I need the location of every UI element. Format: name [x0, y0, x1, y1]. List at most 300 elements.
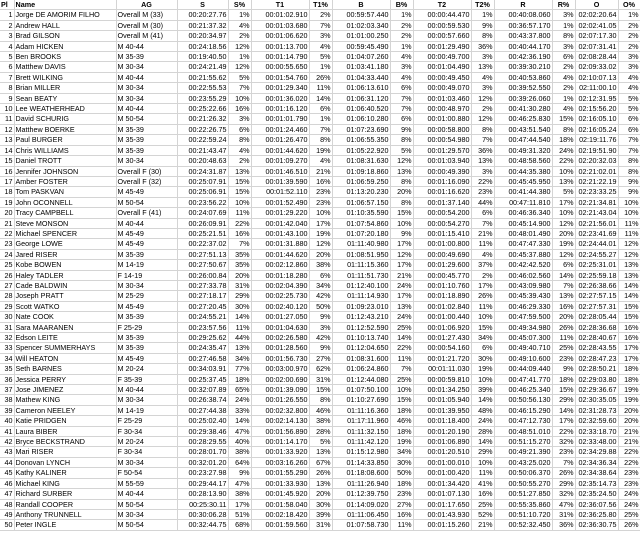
cell-t1-pct[interactable]: 12%	[309, 239, 332, 249]
cell-t1-pct[interactable]: 46%	[309, 405, 332, 415]
cell-t1-time[interactable]: 00:01:03.680	[251, 20, 309, 30]
cell-name[interactable]: Steve MONSON	[14, 218, 116, 228]
cell-name[interactable]: Nate COOK	[14, 312, 116, 322]
cell-swim-pct[interactable]: 24%	[228, 395, 251, 405]
cell-bike-time[interactable]: 00:59:57.440	[332, 10, 390, 20]
cell-t2-pct[interactable]: 21%	[471, 228, 494, 238]
cell-swim-pct[interactable]: 10%	[228, 93, 251, 103]
cell-name[interactable]: Joseph PRATT	[14, 291, 116, 301]
cell-bike-pct[interactable]: 30%	[390, 457, 413, 467]
cell-t1-pct[interactable]: 17%	[309, 218, 332, 228]
cell-run-time[interactable]: 00:49:21.390	[494, 447, 552, 457]
cell-t1-time[interactable]: 00:01:46.510	[251, 166, 309, 176]
cell-t2-pct[interactable]: 3%	[471, 166, 494, 176]
cell-t1-time[interactable]: 00:02:04.390	[251, 280, 309, 290]
cell-name[interactable]: Brian MILLER	[14, 83, 116, 93]
cell-t1-pct[interactable]: 9%	[309, 343, 332, 353]
cell-bike-pct[interactable]: 15%	[390, 208, 413, 218]
table-row[interactable]	[0, 72, 640, 82]
cell-overall-time[interactable]: 02:33:48.00	[575, 437, 618, 447]
cell-run-time[interactable]: 00:43:09.980	[494, 280, 552, 290]
cell-t2-time[interactable]: 00:01:00.880	[413, 114, 471, 124]
cell-swim-pct[interactable]: 11%	[228, 208, 251, 218]
table-row[interactable]	[0, 437, 640, 447]
cell-swim-time[interactable]: 00:32:01.20	[177, 457, 228, 467]
cell-overall-time[interactable]: 02:16:05.10	[575, 114, 618, 124]
cell-age-group[interactable]: M 50-54	[116, 197, 177, 207]
cell-name[interactable]: Jared RISER	[14, 249, 116, 259]
column-header-o-pct[interactable]: O%	[618, 0, 640, 10]
cell-t2-pct[interactable]: 19%	[471, 364, 494, 374]
cell-age-group[interactable]: M 30-34	[116, 93, 177, 103]
cell-run-time[interactable]: 00:52:32.450	[494, 520, 552, 530]
cell-run-time[interactable]: 00:55:35.860	[494, 499, 552, 509]
cell-overall-time[interactable]: 02:27:57.15	[575, 291, 618, 301]
cell-place[interactable]: 43	[0, 447, 14, 457]
cell-overall-time[interactable]: 02:21:02.01	[575, 166, 618, 176]
table-row[interactable]	[0, 353, 640, 363]
cell-swim-pct[interactable]: 5%	[228, 72, 251, 82]
cell-swim-pct[interactable]: 35%	[228, 249, 251, 259]
cell-bike-time[interactable]: 01:13:20.230	[332, 187, 390, 197]
cell-swim-pct[interactable]: 9%	[228, 468, 251, 478]
cell-run-time[interactable]: 00:46:36.340	[494, 208, 552, 218]
cell-t1-pct[interactable]: 38%	[309, 416, 332, 426]
cell-bike-time[interactable]: 01:07:50.100	[332, 385, 390, 395]
table-row[interactable]	[0, 457, 640, 467]
cell-t2-time[interactable]: 00:01:29.570	[413, 145, 471, 155]
cell-t2-pct[interactable]: 11%	[471, 239, 494, 249]
cell-overall-pct[interactable]: 11%	[618, 218, 640, 228]
cell-bike-time[interactable]: 01:14:09.020	[332, 499, 390, 509]
cell-swim-pct[interactable]: 1%	[228, 10, 251, 20]
cell-t1-time[interactable]: 00:01:43.100	[251, 228, 309, 238]
cell-place[interactable]: 49	[0, 509, 14, 519]
cell-bike-pct[interactable]: 7%	[390, 364, 413, 374]
cell-t1-time[interactable]: 00:02:32.800	[251, 405, 309, 415]
cell-bike-pct[interactable]: 9%	[390, 124, 413, 134]
cell-bike-time[interactable]: 01:09:18.860	[332, 166, 390, 176]
cell-overall-time[interactable]: 02:02:41.05	[575, 20, 618, 30]
cell-bike-time[interactable]: 01:07:54.860	[332, 218, 390, 228]
cell-overall-time[interactable]: 02:28:50.21	[575, 364, 618, 374]
cell-t1-pct[interactable]: 5%	[309, 52, 332, 62]
cell-swim-pct[interactable]: 51%	[228, 509, 251, 519]
cell-run-time[interactable]: 00:49:34.980	[494, 322, 552, 332]
cell-age-group[interactable]: M 35-39	[116, 312, 177, 322]
cell-name[interactable]: Edson LEITE	[14, 333, 116, 343]
cell-bike-pct[interactable]: 7%	[390, 93, 413, 103]
cell-t1-time[interactable]: 00:01:42.040	[251, 218, 309, 228]
cell-run-time[interactable]: 00:48:01.490	[494, 228, 552, 238]
cell-swim-pct[interactable]: 38%	[228, 489, 251, 499]
cell-swim-pct[interactable]: 6%	[228, 124, 251, 134]
cell-t2-time[interactable]: 00:01:02.840	[413, 301, 471, 311]
column-header-b-pct[interactable]: B%	[390, 0, 413, 10]
cell-run-pct[interactable]: 25%	[552, 343, 575, 353]
cell-age-group[interactable]: F 30-34	[116, 447, 177, 457]
cell-place[interactable]: 44	[0, 457, 14, 467]
cell-place[interactable]: 31	[0, 322, 14, 332]
cell-overall-time[interactable]: 02:07:31.41	[575, 41, 618, 51]
cell-run-pct[interactable]: 23%	[552, 353, 575, 363]
cell-bike-time[interactable]: 01:06:55.350	[332, 135, 390, 145]
cell-bike-pct[interactable]: 14%	[390, 333, 413, 343]
cell-t1-pct[interactable]: 19%	[309, 228, 332, 238]
cell-overall-time[interactable]: 02:28:43.55	[575, 343, 618, 353]
cell-place[interactable]: 6	[0, 62, 14, 72]
cell-name[interactable]: Paul BURGER	[14, 135, 116, 145]
cell-t1-time[interactable]: 00:01:27.050	[251, 312, 309, 322]
cell-name[interactable]: Chris WILLIAMS	[14, 145, 116, 155]
cell-age-group[interactable]: M 30-34	[116, 62, 177, 72]
cell-t1-pct[interactable]: 27%	[309, 353, 332, 363]
cell-overall-time[interactable]: 02:09:33.02	[575, 62, 618, 72]
cell-overall-pct[interactable]: 16%	[618, 333, 640, 343]
cell-swim-time[interactable]: 00:26:38.74	[177, 395, 228, 405]
cell-t1-time[interactable]: 00:01:44.620	[251, 249, 309, 259]
cell-run-time[interactable]: 00:46:25.340	[494, 385, 552, 395]
cell-overall-time[interactable]: 02:28:36.68	[575, 322, 618, 332]
cell-overall-time[interactable]: 02:36:25.80	[575, 509, 618, 519]
cell-t1-time[interactable]: 00:01:33.920	[251, 447, 309, 457]
column-header-o[interactable]: O	[575, 0, 618, 10]
cell-run-time[interactable]: 00:41:44.380	[494, 187, 552, 197]
cell-bike-pct[interactable]: 6%	[390, 114, 413, 124]
cell-run-time[interactable]: 00:46:02.560	[494, 270, 552, 280]
cell-run-time[interactable]: 00:47:44.540	[494, 135, 552, 145]
cell-overall-pct[interactable]: 23%	[618, 478, 640, 488]
cell-run-time[interactable]: 00:45:37.880	[494, 249, 552, 259]
cell-swim-pct[interactable]: 7%	[228, 239, 251, 249]
cell-swim-time[interactable]: 00:20:34.97	[177, 31, 228, 41]
cell-place[interactable]: 36	[0, 374, 14, 384]
cell-run-time[interactable]: 00:40:08.060	[494, 10, 552, 20]
cell-t1-time[interactable]: 00:01:28.560	[251, 343, 309, 353]
cell-name[interactable]: Andrew HALL	[14, 20, 116, 30]
cell-run-pct[interactable]: 24%	[552, 145, 575, 155]
cell-overall-pct[interactable]: 7%	[618, 135, 640, 145]
cell-t1-time[interactable]: 00:01:02.910	[251, 10, 309, 20]
cell-swim-pct[interactable]: 33%	[228, 405, 251, 415]
cell-t1-time[interactable]: 00:01:06.620	[251, 31, 309, 41]
cell-overall-time[interactable]: 02:26:38.66	[575, 280, 618, 290]
cell-t1-time[interactable]: 00:01:18.280	[251, 270, 309, 280]
cell-run-pct[interactable]: 4%	[552, 72, 575, 82]
cell-bike-pct[interactable]: 23%	[390, 489, 413, 499]
cell-name[interactable]: Tracy CAMPBELL	[14, 208, 116, 218]
cell-bike-time[interactable]: 01:12:43.210	[332, 312, 390, 322]
cell-age-group[interactable]: M 20-24	[116, 437, 177, 447]
cell-t2-pct[interactable]: 4%	[471, 72, 494, 82]
cell-t1-time[interactable]: 00:02:25.730	[251, 291, 309, 301]
cell-overall-pct[interactable]: 15%	[618, 312, 640, 322]
table-row[interactable]	[0, 509, 640, 519]
cell-t1-pct[interactable]: 11%	[309, 83, 332, 93]
cell-t2-pct[interactable]: 22%	[471, 176, 494, 186]
cell-t2-time[interactable]: 00:01:17.650	[413, 499, 471, 509]
cell-t1-time[interactable]: 00:02:12.860	[251, 260, 309, 270]
cell-t2-pct[interactable]: 36%	[471, 41, 494, 51]
cell-name[interactable]: Matthew DAVIS	[14, 62, 116, 72]
cell-run-time[interactable]: 00:39:52.550	[494, 83, 552, 93]
cell-t2-pct[interactable]: 10%	[471, 457, 494, 467]
table-row[interactable]	[0, 416, 640, 426]
cell-t1-time[interactable]: 00:01:24.460	[251, 124, 309, 134]
cell-age-group[interactable]: M 35-39	[116, 249, 177, 259]
cell-t2-time[interactable]: 00:01:07.130	[413, 489, 471, 499]
cell-overall-pct[interactable]: 25%	[618, 509, 640, 519]
cell-t1-pct[interactable]: 13%	[309, 478, 332, 488]
cell-t1-pct[interactable]: 19%	[309, 145, 332, 155]
cell-t1-time[interactable]: 00:01:33.930	[251, 478, 309, 488]
cell-run-pct[interactable]: 31%	[552, 509, 575, 519]
cell-name[interactable]: Kathy KALINER	[14, 468, 116, 478]
cell-place[interactable]: 35	[0, 364, 14, 374]
cell-bike-pct[interactable]: 11%	[390, 353, 413, 363]
cell-swim-time[interactable]: 00:21:55.62	[177, 72, 228, 82]
column-header-s[interactable]: S	[177, 0, 228, 10]
table-row[interactable]	[0, 260, 640, 270]
cell-t2-time[interactable]: 00:01:06.890	[413, 437, 471, 447]
cell-t1-time[interactable]: 00:01:31.880	[251, 239, 309, 249]
cell-run-pct[interactable]: 36%	[552, 520, 575, 530]
cell-t1-pct[interactable]: 21%	[309, 166, 332, 176]
table-row[interactable]	[0, 322, 640, 332]
cell-bike-pct[interactable]: 13%	[390, 301, 413, 311]
cell-age-group[interactable]: M 30-34	[116, 509, 177, 519]
cell-name[interactable]: Peter INGLE	[14, 520, 116, 530]
cell-t2-time[interactable]: 00:01:15.260	[413, 520, 471, 530]
cell-age-group[interactable]: M 30-34	[116, 457, 177, 467]
cell-t2-time[interactable]: 00:00:49.070	[413, 83, 471, 93]
cell-t1-pct[interactable]: 42%	[309, 333, 332, 343]
cell-overall-time[interactable]: 02:32:59.60	[575, 416, 618, 426]
cell-t2-time[interactable]: 00:01:21.720	[413, 353, 471, 363]
table-row[interactable]	[0, 228, 640, 238]
cell-bike-time[interactable]: 01:07:58.730	[332, 520, 390, 530]
cell-run-time[interactable]: 00:46:15.290	[494, 405, 552, 415]
cell-swim-time[interactable]: 00:27:46.58	[177, 353, 228, 363]
cell-t2-pct[interactable]: 16%	[471, 489, 494, 499]
cell-t2-time[interactable]: 00:01:04.490	[413, 62, 471, 72]
table-row[interactable]	[0, 405, 640, 415]
cell-swim-pct[interactable]: 12%	[228, 62, 251, 72]
cell-name[interactable]: Sean BEATY	[14, 93, 116, 103]
table-row[interactable]	[0, 20, 640, 30]
cell-swim-time[interactable]: 00:27:44.38	[177, 405, 228, 415]
cell-t2-time[interactable]: 00:01:39.950	[413, 405, 471, 415]
column-header-s-pct[interactable]: S%	[228, 0, 251, 10]
cell-place[interactable]: 8	[0, 83, 14, 93]
cell-overall-time[interactable]: 02:23:41.69	[575, 228, 618, 238]
cell-t2-pct[interactable]: 2%	[471, 104, 494, 114]
cell-bike-time[interactable]: 01:09:23.010	[332, 301, 390, 311]
cell-t2-time[interactable]: 00:00:57.660	[413, 31, 471, 41]
cell-overall-time[interactable]: 02:35:24.50	[575, 489, 618, 499]
cell-swim-time[interactable]: 00:21:37.32	[177, 20, 228, 30]
cell-place[interactable]: 20	[0, 208, 14, 218]
cell-t2-pct[interactable]: 10%	[471, 374, 494, 384]
cell-t1-pct[interactable]: 6%	[309, 270, 332, 280]
cell-swim-pct[interactable]: 40%	[228, 437, 251, 447]
cell-swim-time[interactable]: 00:24:21.49	[177, 62, 228, 72]
cell-run-pct[interactable]: 11%	[552, 333, 575, 343]
cell-swim-time[interactable]: 00:26:09.91	[177, 218, 228, 228]
cell-t2-pct[interactable]: 3%	[471, 83, 494, 93]
cell-name[interactable]: Sara MAARANEN	[14, 322, 116, 332]
cell-overall-pct[interactable]: 22%	[618, 447, 640, 457]
cell-run-pct[interactable]: 17%	[552, 197, 575, 207]
cell-place[interactable]: 13	[0, 135, 14, 145]
cell-t1-time[interactable]: 00:01:13.700	[251, 41, 309, 51]
cell-overall-pct[interactable]: 6%	[618, 114, 640, 124]
cell-swim-pct[interactable]: 20%	[228, 270, 251, 280]
cell-run-time[interactable]: 00:50:55.270	[494, 478, 552, 488]
cell-age-group[interactable]: M 35-39	[116, 124, 177, 134]
cell-swim-pct[interactable]: 13%	[228, 343, 251, 353]
cell-t2-time[interactable]: 00:01:16.090	[413, 176, 471, 186]
cell-overall-time[interactable]: 02:36:30.75	[575, 520, 618, 530]
cell-bike-time[interactable]: 01:17:11.960	[332, 416, 390, 426]
cell-t1-pct[interactable]: 1%	[309, 114, 332, 124]
cell-t1-pct[interactable]: 3%	[309, 31, 332, 41]
column-header-t1-pct[interactable]: T1%	[309, 0, 332, 10]
column-header-t2[interactable]: T2	[413, 0, 471, 10]
cell-t2-pct[interactable]: 25%	[471, 499, 494, 509]
cell-t2-pct[interactable]: 14%	[471, 395, 494, 405]
table-row[interactable]	[0, 10, 640, 20]
cell-name[interactable]: Jorge DE AMORIM FILHO	[14, 10, 116, 20]
cell-name[interactable]: Cade BALDWIN	[14, 280, 116, 290]
cell-swim-time[interactable]: 00:27:20.45	[177, 301, 228, 311]
table-row[interactable]	[0, 83, 640, 93]
cell-bike-time[interactable]: 01:07:23.690	[332, 124, 390, 134]
cell-place[interactable]: 28	[0, 291, 14, 301]
cell-bike-pct[interactable]: 8%	[390, 197, 413, 207]
cell-swim-time[interactable]: 00:29:25.62	[177, 333, 228, 343]
cell-overall-pct[interactable]: 14%	[618, 280, 640, 290]
cell-swim-time[interactable]: 00:20:48.63	[177, 156, 228, 166]
cell-overall-pct[interactable]: 26%	[618, 520, 640, 530]
cell-name[interactable]: Haley TADLER	[14, 270, 116, 280]
cell-swim-time[interactable]: 00:19:40.50	[177, 52, 228, 62]
table-row[interactable]	[0, 104, 640, 114]
cell-run-pct[interactable]: 3%	[552, 10, 575, 20]
cell-run-time[interactable]: 00:45:39.430	[494, 291, 552, 301]
cell-run-pct[interactable]: 32%	[552, 437, 575, 447]
cell-t2-pct[interactable]: 11%	[471, 468, 494, 478]
cell-swim-time[interactable]: 00:32:07.89	[177, 385, 228, 395]
cell-age-group[interactable]: M 30-34	[116, 280, 177, 290]
cell-bike-pct[interactable]: 8%	[390, 176, 413, 186]
cell-name[interactable]: Lee WEATHERHEAD	[14, 104, 116, 114]
cell-t2-time[interactable]: 00:01:16.620	[413, 187, 471, 197]
cell-swim-pct[interactable]: 7%	[228, 83, 251, 93]
cell-t1-pct[interactable]: 31%	[309, 374, 332, 384]
cell-t2-pct[interactable]: 14%	[471, 437, 494, 447]
cell-bike-time[interactable]: 01:10:35.590	[332, 208, 390, 218]
cell-bike-time[interactable]: 01:11:14.930	[332, 291, 390, 301]
cell-run-pct[interactable]: 32%	[552, 489, 575, 499]
cell-t1-pct[interactable]: 26%	[309, 468, 332, 478]
cell-name[interactable]: Mathew KING	[14, 395, 116, 405]
cell-bike-time[interactable]: 01:11:42.120	[332, 437, 390, 447]
cell-run-time[interactable]: 00:46:25.830	[494, 114, 552, 124]
cell-t2-pct[interactable]: 10%	[471, 312, 494, 322]
cell-name[interactable]: Will HEATON	[14, 353, 116, 363]
cell-run-time[interactable]: 00:44:09.440	[494, 364, 552, 374]
cell-age-group[interactable]: F 14-19	[116, 270, 177, 280]
cell-overall-time[interactable]: 02:24:55.27	[575, 249, 618, 259]
cell-run-pct[interactable]: 4%	[552, 104, 575, 114]
cell-place[interactable]: 30	[0, 312, 14, 322]
cell-bike-time[interactable]: 01:12:52.590	[332, 322, 390, 332]
cell-t2-time[interactable]: 00:00:48.970	[413, 104, 471, 114]
cell-overall-pct[interactable]: 19%	[618, 395, 640, 405]
cell-t1-pct[interactable]: 31%	[309, 520, 332, 530]
column-header-pl[interactable]: Pl	[0, 0, 14, 10]
cell-place[interactable]: 23	[0, 239, 14, 249]
cell-swim-pct[interactable]: 2%	[228, 31, 251, 41]
cell-t2-time[interactable]: 00:01:00.420	[413, 468, 471, 478]
table-row[interactable]	[0, 520, 640, 530]
cell-overall-pct[interactable]: 20%	[618, 416, 640, 426]
cell-t2-pct[interactable]: 17%	[471, 280, 494, 290]
cell-swim-time[interactable]: 00:23:55.29	[177, 93, 228, 103]
cell-run-time[interactable]: 00:42:36.190	[494, 52, 552, 62]
table-row[interactable]	[0, 135, 640, 145]
cell-age-group[interactable]: M 14-19	[116, 405, 177, 415]
cell-bike-time[interactable]: 01:08:51.950	[332, 249, 390, 259]
cell-t1-pct[interactable]: 14%	[309, 93, 332, 103]
cell-age-group[interactable]: M 35-39	[116, 135, 177, 145]
column-header-t2-pct[interactable]: T2%	[471, 0, 494, 10]
table-row[interactable]	[0, 364, 640, 374]
cell-place[interactable]: 46	[0, 478, 14, 488]
cell-swim-time[interactable]: 00:25:02.40	[177, 416, 228, 426]
cell-overall-pct[interactable]: 17%	[618, 353, 640, 363]
cell-t1-pct[interactable]: 28%	[309, 426, 332, 436]
cell-bike-pct[interactable]: 2%	[390, 20, 413, 30]
cell-swim-pct[interactable]: 34%	[228, 353, 251, 363]
cell-run-time[interactable]: 00:39:30.210	[494, 62, 552, 72]
cell-swim-time[interactable]: 00:21:26.32	[177, 114, 228, 124]
table-row[interactable]	[0, 52, 640, 62]
cell-t2-pct[interactable]: 13%	[471, 62, 494, 72]
cell-t1-pct[interactable]: 34%	[309, 280, 332, 290]
cell-t2-pct[interactable]: 48%	[471, 405, 494, 415]
cell-overall-time[interactable]: 02:20:32.03	[575, 156, 618, 166]
cell-run-time[interactable]: 00:48:51.010	[494, 426, 552, 436]
cell-place[interactable]: 38	[0, 395, 14, 405]
cell-t2-time[interactable]: 00:00:45.770	[413, 270, 471, 280]
cell-name[interactable]: Cameron NEELEY	[14, 405, 116, 415]
cell-overall-pct[interactable]: 7%	[618, 145, 640, 155]
cell-place[interactable]: 39	[0, 405, 14, 415]
cell-place[interactable]: 10	[0, 104, 14, 114]
cell-age-group[interactable]: M 40-44	[116, 41, 177, 51]
cell-swim-time[interactable]: 00:24:55.21	[177, 312, 228, 322]
cell-bike-pct[interactable]: 18%	[390, 478, 413, 488]
cell-place[interactable]: 29	[0, 301, 14, 311]
cell-swim-time[interactable]: 00:20:27.76	[177, 10, 228, 20]
cell-t2-pct[interactable]: 8%	[471, 31, 494, 41]
cell-swim-time[interactable]: 00:25:07.91	[177, 176, 228, 186]
cell-t2-time[interactable]: 00:00:49.450	[413, 72, 471, 82]
cell-age-group[interactable]: M 35-39	[116, 343, 177, 353]
cell-overall-pct[interactable]: 6%	[618, 124, 640, 134]
